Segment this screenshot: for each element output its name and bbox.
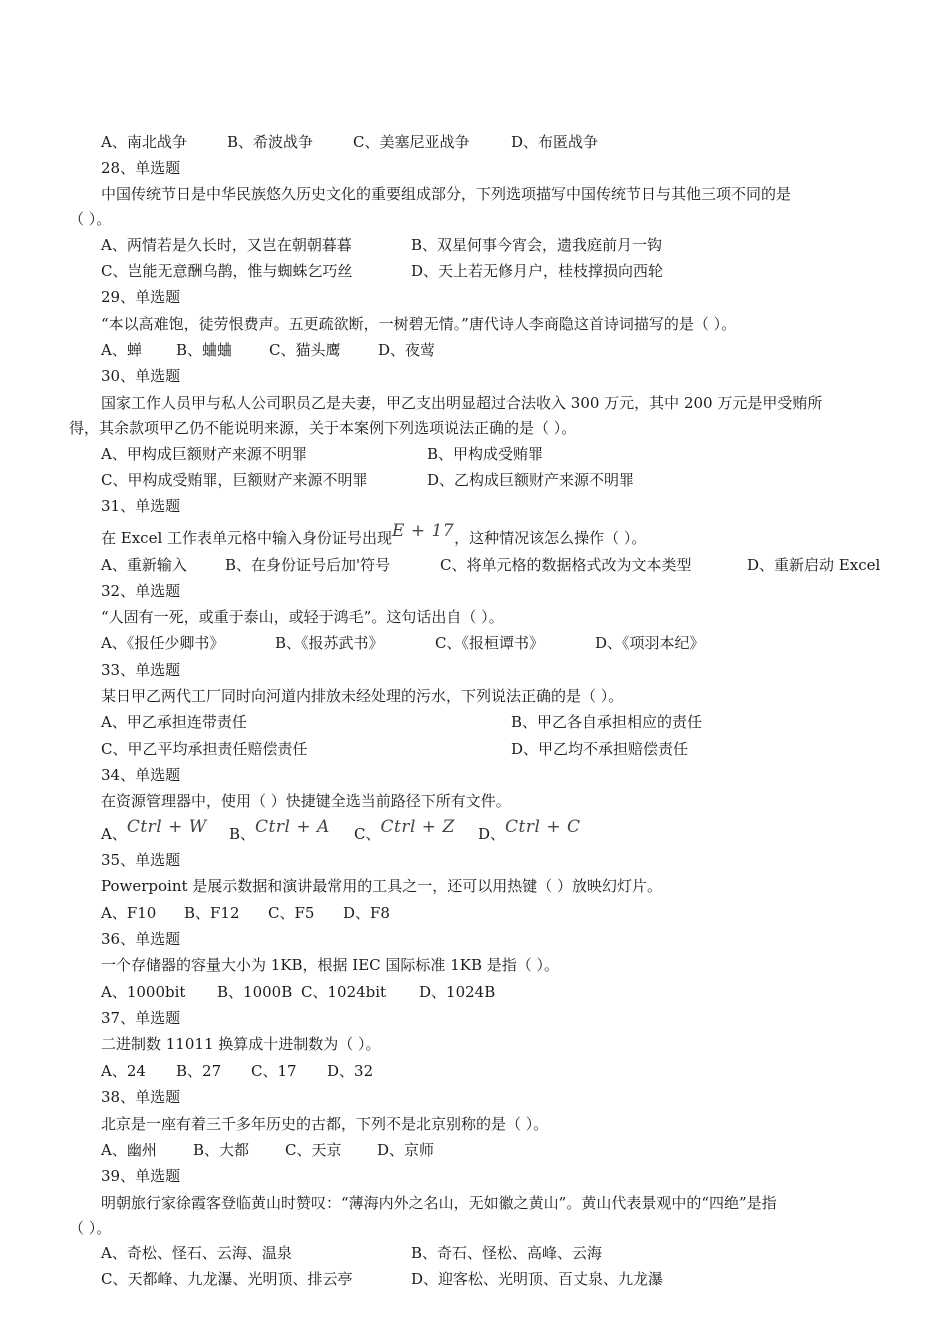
- q31-stem: [101, 521, 647, 547]
- q33-stem: 某日甲乙两代工厂同时向河道内排放未经处理的污水，下列说法正确的是（ ）。: [101, 687, 624, 705]
- q39-option-b: B、奇石、怪松、高峰、云海: [411, 1244, 603, 1262]
- q32-option-c: C、《报桓谭书》: [435, 634, 544, 652]
- q28-option-d: D、天上若无修月户，桂枝撑损向西轮: [411, 262, 664, 280]
- q36-option-a: A、1000bit: [101, 983, 186, 1001]
- q34-number: 34、单选题: [101, 766, 181, 784]
- q29-option-b: B、蛐蛐: [176, 341, 233, 359]
- q28-option-b: B、双星何事今宵会，遗我庭前月一钩: [411, 236, 663, 254]
- q36-option-d: D、1024B: [419, 983, 496, 1001]
- q34-stem: 在资源管理器中，使用（ ）快捷键全选当前路径下所有文件。: [101, 792, 511, 810]
- q39-stem-cont: （ ）。: [69, 1219, 112, 1237]
- q31-option-a: A、重新输入: [101, 556, 187, 574]
- q30-stem: 国家工作人员甲与私人公司职员乙是夫妻，甲乙支出明显超过合法收入 300 万元，其中 200 万元是甲受贿所: [101, 394, 823, 412]
- q34-option-c-label: C、: [354, 825, 381, 843]
- q34-option-d: [478, 817, 581, 843]
- q27-option-d: D、布匿战争: [511, 133, 599, 151]
- q27-option-a: A、南北战争: [101, 133, 187, 151]
- q30-option-b: B、甲构成受贿罪: [427, 445, 544, 463]
- q39-option-c: C、天都峰、九龙瀑、光明顶、排云亭: [101, 1270, 353, 1288]
- q32-option-a: A、《报任少卿书》: [101, 634, 225, 652]
- q38-number: 38、单选题: [101, 1088, 181, 1106]
- q36-option-b: B、1000B: [217, 983, 293, 1001]
- q32-stem: “人固有一死，或重于泰山，或轻于鸿毛”。这句话出自（ ）。: [101, 608, 504, 626]
- q37-option-c: C、17: [251, 1062, 297, 1080]
- q29-option-a: A、蝉: [101, 341, 142, 359]
- q31-option-b: B、在身份证号后加'符号: [225, 556, 391, 574]
- q34-option-c: [354, 817, 455, 843]
- q36-option-c: C、1024bit: [301, 983, 387, 1001]
- q33-option-b: B、甲乙各自承担相应的责任: [511, 713, 703, 731]
- q33-option-a: A、甲乙承担连带责任: [101, 713, 247, 731]
- q30-option-d: D、乙构成巨额财产来源不明罪: [427, 471, 635, 489]
- q28-number: 28、单选题: [101, 159, 181, 177]
- q33-option-d: D、甲乙均不承担赔偿责任: [511, 740, 689, 758]
- q38-option-a: A、幽州: [101, 1141, 157, 1159]
- q29-option-d: D、夜莺: [378, 341, 436, 359]
- q38-stem: 北京是一座有着三千多年历史的古都，下列不是北京别称的是（ ）。: [101, 1115, 549, 1133]
- q37-stem: 二进制数 11011 换算成十进制数为（ ）。: [101, 1035, 381, 1053]
- q39-option-a: A、奇松、怪石、云海、温泉: [101, 1244, 292, 1262]
- q29-option-c: C、猫头鹰: [269, 341, 341, 359]
- q32-option-d: D、《项羽本纪》: [595, 634, 705, 652]
- q28-stem: 中国传统节日是中华民族悠久历史文化的重要组成部分，下列选项描写中国传统节日与其他三项不同的是: [101, 185, 792, 203]
- q35-number: 35、单选题: [101, 851, 181, 869]
- q34-option-a-label: A、: [101, 825, 127, 843]
- q29-stem: “本以高难饱，徒劳恨费声。五更疏欲断，一树碧无情。”唐代诗人李商隐这首诗词描写的是（ ）。: [101, 315, 737, 333]
- q27-option-c: C、美塞尼亚战争: [353, 133, 470, 151]
- q36-stem: 一个存储器的容量大小为 1KB，根据 IEC 国际标准 1KB 是指（ ）。: [101, 956, 560, 974]
- q28-option-c: C、岂能无意酬乌鹊，惟与蜘蛛乞巧丝: [101, 262, 353, 280]
- q37-option-b: B、27: [176, 1062, 222, 1080]
- q34-option-d-formula: Ctrl + C: [505, 817, 581, 837]
- q33-number: 33、单选题: [101, 661, 181, 679]
- q37-option-a: A、24: [101, 1062, 146, 1080]
- q30-stem-cont: 得，其余款项甲乙仍不能说明来源，关于本案例下列选项说法正确的是（ ）。: [69, 419, 577, 437]
- q38-option-c: C、天京: [285, 1141, 342, 1159]
- q35-option-b: B、F12: [184, 904, 240, 922]
- q31-stem-pre: 在 Excel 工作表单元格中输入身份证号出现: [101, 529, 393, 547]
- q37-option-d: D、32: [327, 1062, 374, 1080]
- q36-number: 36、单选题: [101, 930, 181, 948]
- q30-number: 30、单选题: [101, 367, 181, 385]
- q39-option-d: D、迎客松、光明顶、百丈泉、九龙瀑: [411, 1270, 664, 1288]
- q35-option-d: D、F8: [343, 904, 390, 922]
- q32-number: 32、单选题: [101, 582, 181, 600]
- q31-formula-image: E + 17: [392, 521, 455, 541]
- q32-option-b: B、《报苏武书》: [275, 634, 384, 652]
- q31-option-c: C、将单元格的数据格式改为文本类型: [440, 556, 692, 574]
- q31-number: 31、单选题: [101, 497, 181, 515]
- q28-stem-cont: （ ）。: [69, 210, 112, 228]
- q34-option-a-formula: Ctrl + W: [126, 817, 207, 837]
- q28-option-a: A、两情若是久长时，又岂在朝朝暮暮: [101, 236, 352, 254]
- q39-stem: 明朝旅行家徐霞客登临黄山时赞叹：“薄海内外之名山，无如徽之黄山”。黄山代表景观中的“四绝”是指: [101, 1194, 777, 1212]
- q30-option-c: C、甲构成受贿罪，巨额财产来源不明罪: [101, 471, 368, 489]
- q30-option-a: A、甲构成巨额财产来源不明罪: [101, 445, 307, 463]
- q31-stem-post: ，这种情况该怎么操作（ ）。: [454, 529, 647, 547]
- q31-option-d: D、重新启动 Excel: [747, 556, 881, 574]
- q34-option-d-label: D、: [478, 825, 506, 843]
- q34-option-c-formula: Ctrl + Z: [380, 817, 455, 837]
- q27-option-b: B、希波战争: [227, 133, 314, 151]
- q38-option-d: D、京师: [377, 1141, 435, 1159]
- q34-option-b: [229, 817, 330, 843]
- q34-option-a: [101, 817, 207, 843]
- q34-option-b-formula: Ctrl + A: [255, 817, 330, 837]
- q35-option-a: A、F10: [101, 904, 157, 922]
- q39-number: 39、单选题: [101, 1167, 181, 1185]
- q37-number: 37、单选题: [101, 1009, 181, 1027]
- q34-option-b-label: B、: [229, 825, 256, 843]
- q35-stem: Powerpoint 是展示数据和演讲最常用的工具之一，还可以用热键（ ）放映幻灯片。: [101, 877, 663, 895]
- q33-option-c: C、甲乙平均承担责任赔偿责任: [101, 740, 308, 758]
- q35-option-c: C、F5: [268, 904, 315, 922]
- q38-option-b: B、大都: [193, 1141, 250, 1159]
- q29-number: 29、单选题: [101, 288, 181, 306]
